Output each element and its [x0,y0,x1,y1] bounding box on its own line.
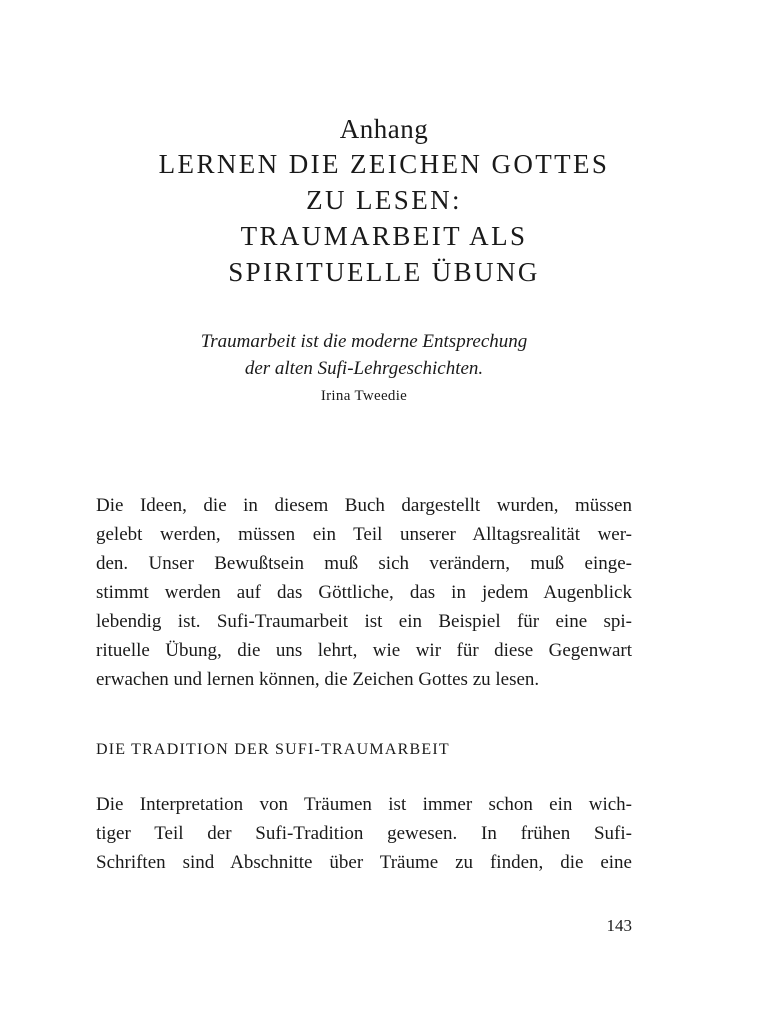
paragraph-line: rituelle Übung, die uns lehrt, wie wir für diese Gegenwart [96,640,632,661]
epigraph-author: Irina Tweedie [320,388,408,404]
chapter-title-line: ZU LESEN: [306,185,462,215]
paragraph-line: tiger Teil der Sufi-Tradition gewesen. In frühen Sufi- [96,823,632,844]
section-heading: DIE TRADITION DER SUFI-TRAUMARBEIT [96,741,450,758]
epigraph [0,328,728,406]
paragraph-line: erwachen und lernen können, die Zeichen Gottes zu lesen. [96,669,540,690]
paragraph-line: den. Unser Bewußtsein muß sich verändern, muß einge- [96,553,632,574]
chapter-title-line: LERNEN DIE ZEICHEN GOTTES [158,149,610,179]
intro-paragraph [96,491,632,694]
chapter-title [0,146,768,290]
page-number: 143 [606,916,632,935]
epigraph-quote-line: der alten Sufi-Lehrgeschichten. [244,358,484,379]
paragraph-line: stimmt werden auf das Göttliche, das in jedem Augenblick [96,582,632,603]
epigraph-quote [0,328,728,382]
paragraph-line: lebendig ist. Sufi-Traumarbeit ist ein Beispiel für eine spi- [96,611,632,632]
chapter-title-line: SPIRITUELLE ÜBUNG [228,257,540,287]
paragraph-line: Schriften sind Abschnitte über Träume zu finden, die eine [96,852,632,873]
chapter-title-line: TRAUMARBEIT ALS [240,221,528,251]
appendix-label: Anhang [339,114,429,144]
paragraph-line: Die Interpretation von Träumen ist immer schon ein wich- [96,794,632,815]
section-paragraph [96,790,632,877]
paragraph-line: gelebt werden, müssen ein Teil unserer Alltagsrealität wer- [96,524,632,545]
paragraph-line: Die Ideen, die in diesem Buch dargestellt wurden, müssen [96,495,632,516]
chapter-heading [0,112,768,290]
epigraph-quote-line: Traumarbeit ist die moderne Entsprechung [200,331,528,352]
